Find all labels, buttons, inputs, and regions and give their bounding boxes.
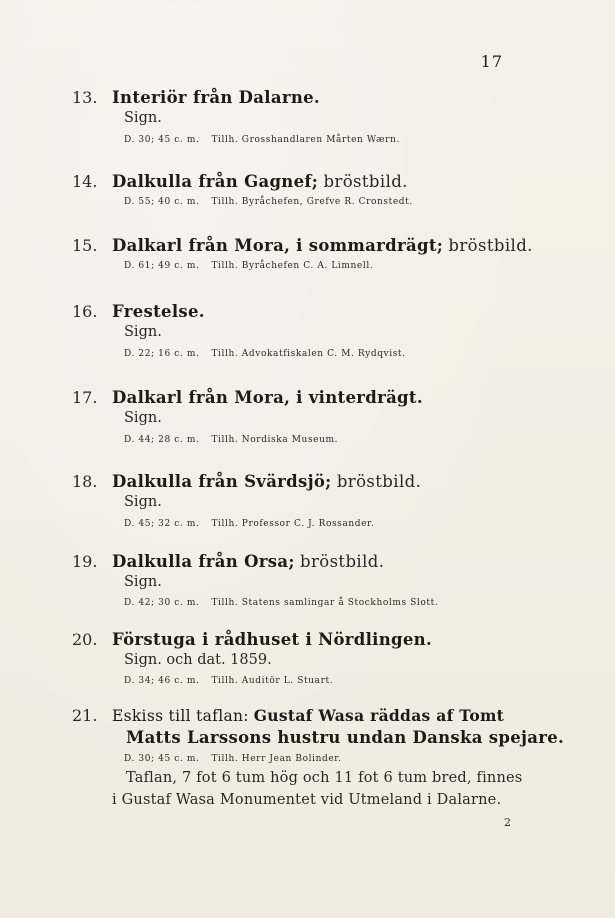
entry-owner: Tillh. Advokatfiskalen C. M. Rydqvist. (211, 349, 406, 359)
entry-owner: Tillh. Statens samlingar å Stockholms Slott. (211, 598, 439, 608)
entry-owner: Tillh. Grosshandlaren Mårten Wærn. (211, 135, 400, 145)
entry-title: Förstuga i rådhuset i Nördlingen. (112, 630, 433, 649)
entry-dimensions: D. 30; 45 c. m. (124, 135, 200, 145)
entry-dimensions: D. 22; 16 c. m. (124, 349, 200, 359)
entry-title-line (112, 236, 533, 255)
entry-meta (124, 676, 333, 686)
entry-title-line (112, 472, 421, 491)
entry-title-line (112, 172, 408, 191)
entry-number: 15. (72, 236, 98, 255)
entry-title-line (112, 630, 432, 649)
entry-meta (124, 754, 342, 764)
entry-signature: Sign. (124, 324, 162, 340)
entry-title: Dalkarl från Mora, i sommardrägt; (112, 236, 444, 255)
entry-owner: Tillh. Herr Jean Bolinder. (211, 754, 342, 764)
entry-note-line-1: Taflan, 7 fot 6 tum hög och 11 fot 6 tum bred, finnes (126, 770, 523, 786)
entry-dimensions: D. 44; 28 c. m. (124, 435, 200, 445)
page-number: 17 (480, 52, 503, 71)
entry-title-line (112, 552, 384, 571)
entry-meta (124, 349, 406, 359)
entry-title: Frestelse. (112, 302, 205, 321)
entry-note-line-2: i Gustaf Wasa Monumentet vid Utmeland i Dalarne. (112, 792, 502, 808)
entry-dimensions: D. 42; 30 c. m. (124, 598, 200, 608)
entry-title-line (112, 88, 320, 107)
entry-title-line-2: Matts Larssons hustru undan Danska spejare. (126, 728, 565, 747)
entry-title-continuation (126, 728, 564, 747)
entry-signature: Sign. (124, 110, 162, 126)
entry-title-line (112, 706, 504, 725)
entry-signature: Sign. och dat. 1859. (124, 652, 272, 668)
entry-owner: Tillh. Byråchefen, Grefve R. Cronstedt. (211, 197, 413, 207)
entry-owner: Tillh. Auditör L. Stuart. (211, 676, 334, 686)
entry-title: Dalkulla från Svärdsjö; (112, 472, 332, 491)
entry-title-line (112, 302, 205, 321)
entry-title: Dalkulla från Orsa; (112, 552, 295, 571)
entry-meta (124, 261, 373, 271)
entry-meta (124, 197, 413, 207)
entry-subtitle: bröstbild. (448, 236, 533, 255)
entry-dimensions: D. 45; 32 c. m. (124, 519, 200, 529)
entry-subtitle: bröstbild. (323, 172, 408, 191)
entry-meta (124, 435, 338, 445)
entry-number: 18. (72, 472, 98, 491)
entry-owner: Tillh. Nordiska Museum. (211, 435, 339, 445)
entry-signature: Sign. (124, 574, 162, 590)
entry-meta (124, 598, 438, 608)
entry-owner: Tillh. Professor C. J. Rossander. (211, 519, 375, 529)
entry-signature: Sign. (124, 410, 162, 426)
entry-meta (124, 519, 374, 529)
entry-meta (124, 135, 400, 145)
entry-title: Dalkulla från Gagnef; (112, 172, 319, 191)
entry-dimensions: D. 30; 45 c. m. (124, 754, 200, 764)
entry-dimensions: D. 55; 40 c. m. (124, 197, 200, 207)
entry-prefix: Eskiss till taflan: (112, 707, 249, 725)
entry-number: 14. (72, 172, 98, 191)
sheet-signature-mark: 2 (504, 816, 511, 829)
entry-number: 17. (72, 388, 98, 407)
entry-title: Dalkarl från Mora, i vinterdrägt. (112, 388, 423, 407)
entry-dimensions: D. 34; 46 c. m. (124, 676, 200, 686)
entry-subtitle: bröstbild. (299, 552, 385, 571)
entry-title-line (112, 388, 423, 407)
entry-number: 21. (72, 706, 98, 725)
entry-number: 20. (72, 630, 98, 649)
entry-number: 19. (72, 552, 98, 571)
entry-owner: Tillh. Byråchefen C. A. Limnell. (211, 261, 374, 271)
entry-title: Interiör från Dalarne. (112, 88, 320, 107)
entry-dimensions: D. 61; 49 c. m. (124, 261, 200, 271)
entry-title: Gustaf Wasa räddas af Tomt (253, 706, 505, 725)
entry-signature: Sign. (124, 494, 162, 510)
entry-number: 13. (72, 88, 98, 107)
entry-subtitle: bröstbild. (336, 472, 422, 491)
entry-number: 16. (72, 302, 98, 321)
